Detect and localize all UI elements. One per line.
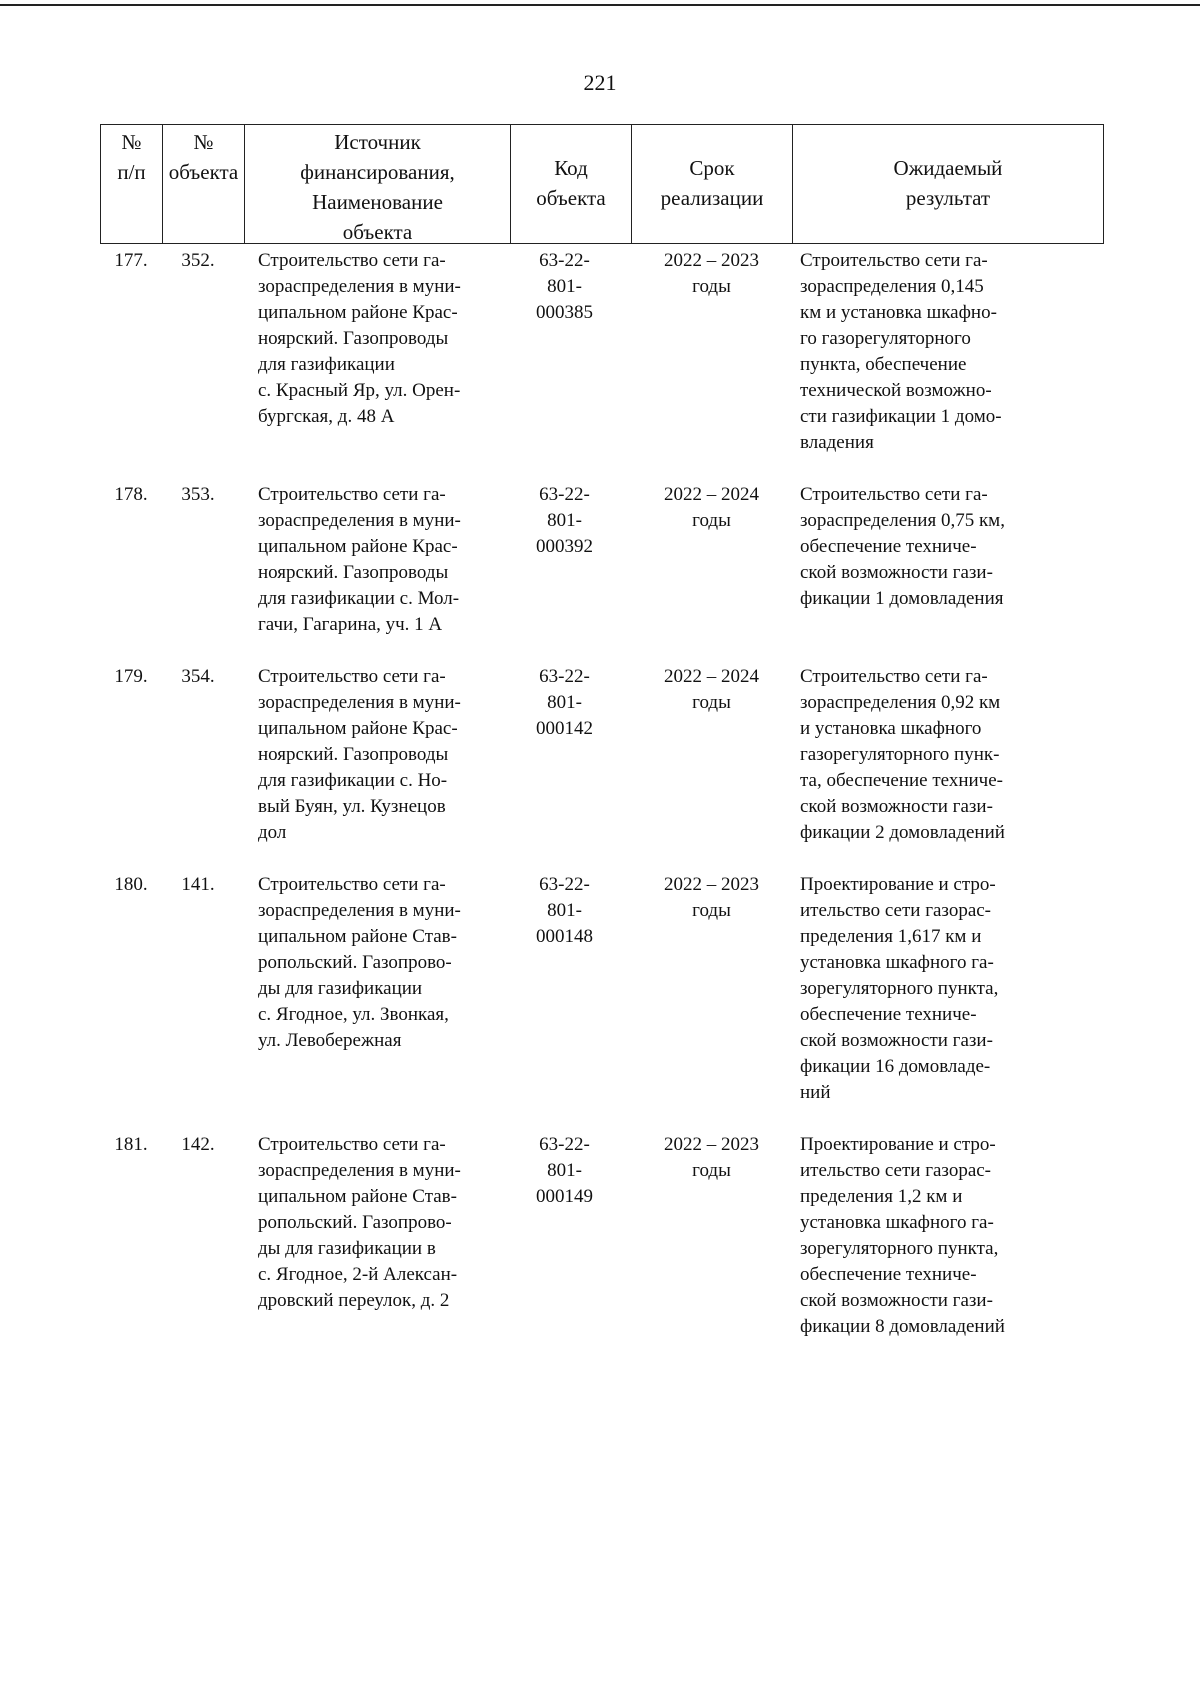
expected-result-cell-line: ительство сети газорас-: [800, 900, 992, 921]
implementation-term-cell-line: 2022 – 2024: [664, 484, 759, 505]
object-name-cell-line: ципальном районе Став-: [258, 926, 457, 947]
object-code-cell-line: 801-: [547, 1160, 582, 1181]
object-name-cell-line: зораспределения в муни-: [258, 510, 461, 531]
header-line: Ожидаемый: [893, 156, 1003, 180]
expected-result-cell-line: та, обеспечение техниче-: [800, 770, 1003, 791]
implementation-term-cell-line: 2022 – 2023: [664, 874, 759, 895]
object-number-cell: 353.: [181, 484, 215, 505]
implementation-term-cell-line: 2022 – 2024: [664, 666, 759, 687]
expected-result-cell-line: технической возможно-: [800, 380, 992, 401]
header-line: объекта: [168, 160, 239, 184]
implementation-term-cell-line: годы: [692, 1160, 731, 1181]
object-name-cell: [244, 244, 510, 456]
object-name-cell-line: вый Буян, ул. Кузнецов: [258, 796, 446, 817]
row-number-cell: 181.: [114, 1134, 148, 1155]
object-name-cell-line: зораспределения в муни-: [258, 276, 461, 297]
object-name-cell-line: ноярский. Газопроводы: [258, 562, 449, 583]
header-line: Код: [554, 156, 588, 180]
object-name-cell: [244, 1128, 510, 1340]
object-name-cell-line: Строительство сети га-: [258, 874, 446, 895]
object-code-cell-line: 63-22-: [539, 484, 590, 505]
object-name-cell-line: зораспределения в муни-: [258, 900, 461, 921]
object-name-cell-line: зораспределения в муни-: [258, 1160, 461, 1181]
object-name-cell-line: зораспределения в муни-: [258, 692, 461, 713]
header-expected-result: [792, 124, 1104, 244]
object-number-cell: 142.: [181, 1134, 215, 1155]
header-implementation-term: [631, 124, 792, 244]
expected-result-cell: [792, 1128, 1104, 1340]
object-number-cell: 352.: [181, 250, 215, 271]
object-number-cell: 354.: [181, 666, 215, 687]
gas-network-table: [100, 124, 1104, 1340]
expected-result-cell-line: и установка шкафного: [800, 718, 982, 739]
header-line: №: [121, 130, 142, 154]
object-code-cell-line: 63-22-: [539, 666, 590, 687]
object-name-cell-line: для газификации: [258, 354, 395, 375]
object-name-cell: [244, 660, 510, 846]
row-number-cell: 177.: [114, 250, 148, 271]
scan-edge-line: [0, 4, 1200, 6]
expected-result-cell-line: газорегуляторного пунк-: [800, 744, 1000, 765]
implementation-term-cell-line: годы: [692, 510, 731, 531]
row-number-cell: 178.: [114, 484, 148, 505]
implementation-term-cell-line: годы: [692, 900, 731, 921]
expected-result-cell-line: го газорегуляторного: [800, 328, 971, 349]
expected-result-cell-line: Строительство сети га-: [800, 250, 988, 271]
expected-result-cell-line: установка шкафного га-: [800, 1212, 994, 1233]
expected-result-cell-line: зорегуляторного пункта,: [800, 1238, 999, 1259]
header-line: реализации: [660, 186, 764, 210]
object-name-cell-line: с. Красный Яр, ул. Орен-: [258, 380, 461, 401]
object-number-cell: 141.: [181, 874, 215, 895]
object-name-cell-line: дровский переулок, д. 2: [258, 1290, 450, 1311]
object-code-cell: [510, 868, 631, 1106]
implementation-term-cell-line: 2022 – 2023: [664, 250, 759, 271]
expected-result-cell-line: ительство сети газорас-: [800, 1160, 992, 1181]
object-name-cell-line: ропольский. Газопрово-: [258, 952, 452, 973]
object-code-cell-line: 801-: [547, 900, 582, 921]
object-name-cell: [244, 868, 510, 1106]
object-code-cell-line: 801-: [547, 276, 582, 297]
expected-result-cell: [792, 868, 1104, 1106]
implementation-term-cell: [631, 1128, 792, 1340]
header-line: финансирования,: [300, 160, 455, 184]
expected-result-cell-line: ской возможности гази-: [800, 562, 993, 583]
header-funding-source-name: [244, 124, 510, 244]
expected-result-cell-line: фикации 1 домовладения: [800, 588, 1004, 609]
object-name-cell-line: для газификации с. Мол-: [258, 588, 460, 609]
object-name-cell-line: ул. Левобережная: [258, 1030, 402, 1051]
object-name-cell-line: Строительство сети га-: [258, 250, 446, 271]
expected-result-cell-line: зораспределения 0,75 км,: [800, 510, 1005, 531]
object-code-cell-line: 801-: [547, 692, 582, 713]
expected-result-cell-line: сти газификации 1 домо-: [800, 406, 1002, 427]
expected-result-cell-line: ской возможности гази-: [800, 796, 993, 817]
header-row-number: [100, 124, 162, 244]
expected-result-cell-line: обеспечение техниче-: [800, 536, 977, 557]
row-spacer: [100, 1106, 1104, 1128]
expected-result-cell-line: Строительство сети га-: [800, 484, 988, 505]
implementation-term-cell-line: годы: [692, 276, 731, 297]
expected-result-cell-line: Проектирование и стро-: [800, 1134, 996, 1155]
object-name-cell-line: для газификации с. Но-: [258, 770, 448, 791]
object-name-cell-line: ноярский. Газопроводы: [258, 744, 449, 765]
implementation-term-cell: [631, 244, 792, 456]
expected-result-cell-line: км и установка шкафно-: [800, 302, 997, 323]
object-code-cell-line: 000385: [536, 302, 593, 323]
header-object-code: [510, 124, 631, 244]
expected-result-cell-line: зорегуляторного пункта,: [800, 978, 999, 999]
object-code-cell-line: 63-22-: [539, 1134, 590, 1155]
object-name-cell-line: ципальном районе Крас-: [258, 302, 458, 323]
object-name-cell: [244, 478, 510, 638]
page-number: 221: [583, 70, 617, 95]
implementation-term-cell: [631, 868, 792, 1106]
object-code-cell-line: 000148: [536, 926, 593, 947]
object-name-cell-line: дол: [258, 822, 287, 843]
row-number-cell: 179.: [114, 666, 148, 687]
object-name-cell-line: Строительство сети га-: [258, 484, 446, 505]
header-line: объекта: [342, 220, 413, 244]
expected-result-cell-line: Проектирование и стро-: [800, 874, 996, 895]
object-name-cell-line: ноярский. Газопроводы: [258, 328, 449, 349]
object-name-cell-line: ды для газификации в: [258, 1238, 436, 1259]
row-spacer: [100, 638, 1104, 660]
object-code-cell: [510, 244, 631, 456]
object-name-cell-line: ропольский. Газопрово-: [258, 1212, 452, 1233]
expected-result-cell-line: обеспечение техниче-: [800, 1004, 977, 1025]
object-name-cell-line: ципальном районе Став-: [258, 1186, 457, 1207]
expected-result-cell: [792, 660, 1104, 846]
object-name-cell-line: Строительство сети га-: [258, 1134, 446, 1155]
expected-result-cell-line: ской возможности гази-: [800, 1030, 993, 1051]
implementation-term-cell: [631, 478, 792, 638]
header-line: объекта: [536, 186, 606, 210]
row-spacer: [100, 456, 1104, 478]
object-code-cell-line: 000149: [536, 1186, 593, 1207]
header-line: Источник: [334, 130, 421, 154]
object-code-cell: [510, 1128, 631, 1340]
row-spacer: [100, 846, 1104, 868]
expected-result-cell-line: Строительство сети га-: [800, 666, 988, 687]
object-code-cell-line: 000392: [536, 536, 593, 557]
implementation-term-cell-line: 2022 – 2023: [664, 1134, 759, 1155]
header-object-number: [162, 124, 244, 244]
expected-result-cell: [792, 478, 1104, 638]
expected-result-cell-line: пункта, обеспечение: [800, 354, 967, 375]
expected-result-cell-line: фикации 2 домовладений: [800, 822, 1005, 843]
expected-result-cell-line: зораспределения 0,145: [800, 276, 984, 297]
expected-result-cell: [792, 244, 1104, 456]
expected-result-cell-line: фикации 8 домовладений: [800, 1316, 1005, 1337]
expected-result-cell-line: ской возможности гази-: [800, 1290, 993, 1311]
expected-result-cell-line: фикации 16 домовладе-: [800, 1056, 991, 1077]
object-name-cell-line: гачи, Гагарина, уч. 1 А: [258, 614, 443, 635]
expected-result-cell-line: пределения 1,617 км и: [800, 926, 982, 947]
expected-result-cell-line: установка шкафного га-: [800, 952, 994, 973]
implementation-term-cell-line: годы: [692, 692, 731, 713]
object-name-cell-line: с. Ягодное, ул. Звонкая,: [258, 1004, 449, 1025]
object-name-cell-line: ципальном районе Крас-: [258, 718, 458, 739]
object-code-cell: [510, 660, 631, 846]
object-code-cell-line: 801-: [547, 510, 582, 531]
object-name-cell-line: с. Ягодное, 2-й Алексан-: [258, 1264, 458, 1285]
expected-result-cell-line: зораспределения 0,92 км: [800, 692, 1001, 713]
object-name-cell-line: Строительство сети га-: [258, 666, 446, 687]
expected-result-cell-line: ний: [800, 1082, 831, 1103]
expected-result-cell-line: пределения 1,2 км и: [800, 1186, 963, 1207]
object-name-cell-line: ды для газификации: [258, 978, 423, 999]
header-line: п/п: [117, 160, 146, 184]
object-name-cell-line: бургская, д. 48 А: [258, 406, 395, 427]
object-name-cell-line: ципальном районе Крас-: [258, 536, 458, 557]
expected-result-cell-line: владения: [800, 432, 874, 453]
object-code-cell: [510, 478, 631, 638]
object-code-cell-line: 63-22-: [539, 874, 590, 895]
implementation-term-cell: [631, 660, 792, 846]
header-line: результат: [905, 186, 991, 210]
row-number-cell: 180.: [114, 874, 148, 895]
header-line: №: [193, 130, 214, 154]
header-line: Срок: [689, 156, 735, 180]
object-code-cell-line: 63-22-: [539, 250, 590, 271]
header-line: Наименование: [312, 190, 443, 214]
object-code-cell-line: 000142: [536, 718, 593, 739]
expected-result-cell-line: обеспечение техниче-: [800, 1264, 977, 1285]
